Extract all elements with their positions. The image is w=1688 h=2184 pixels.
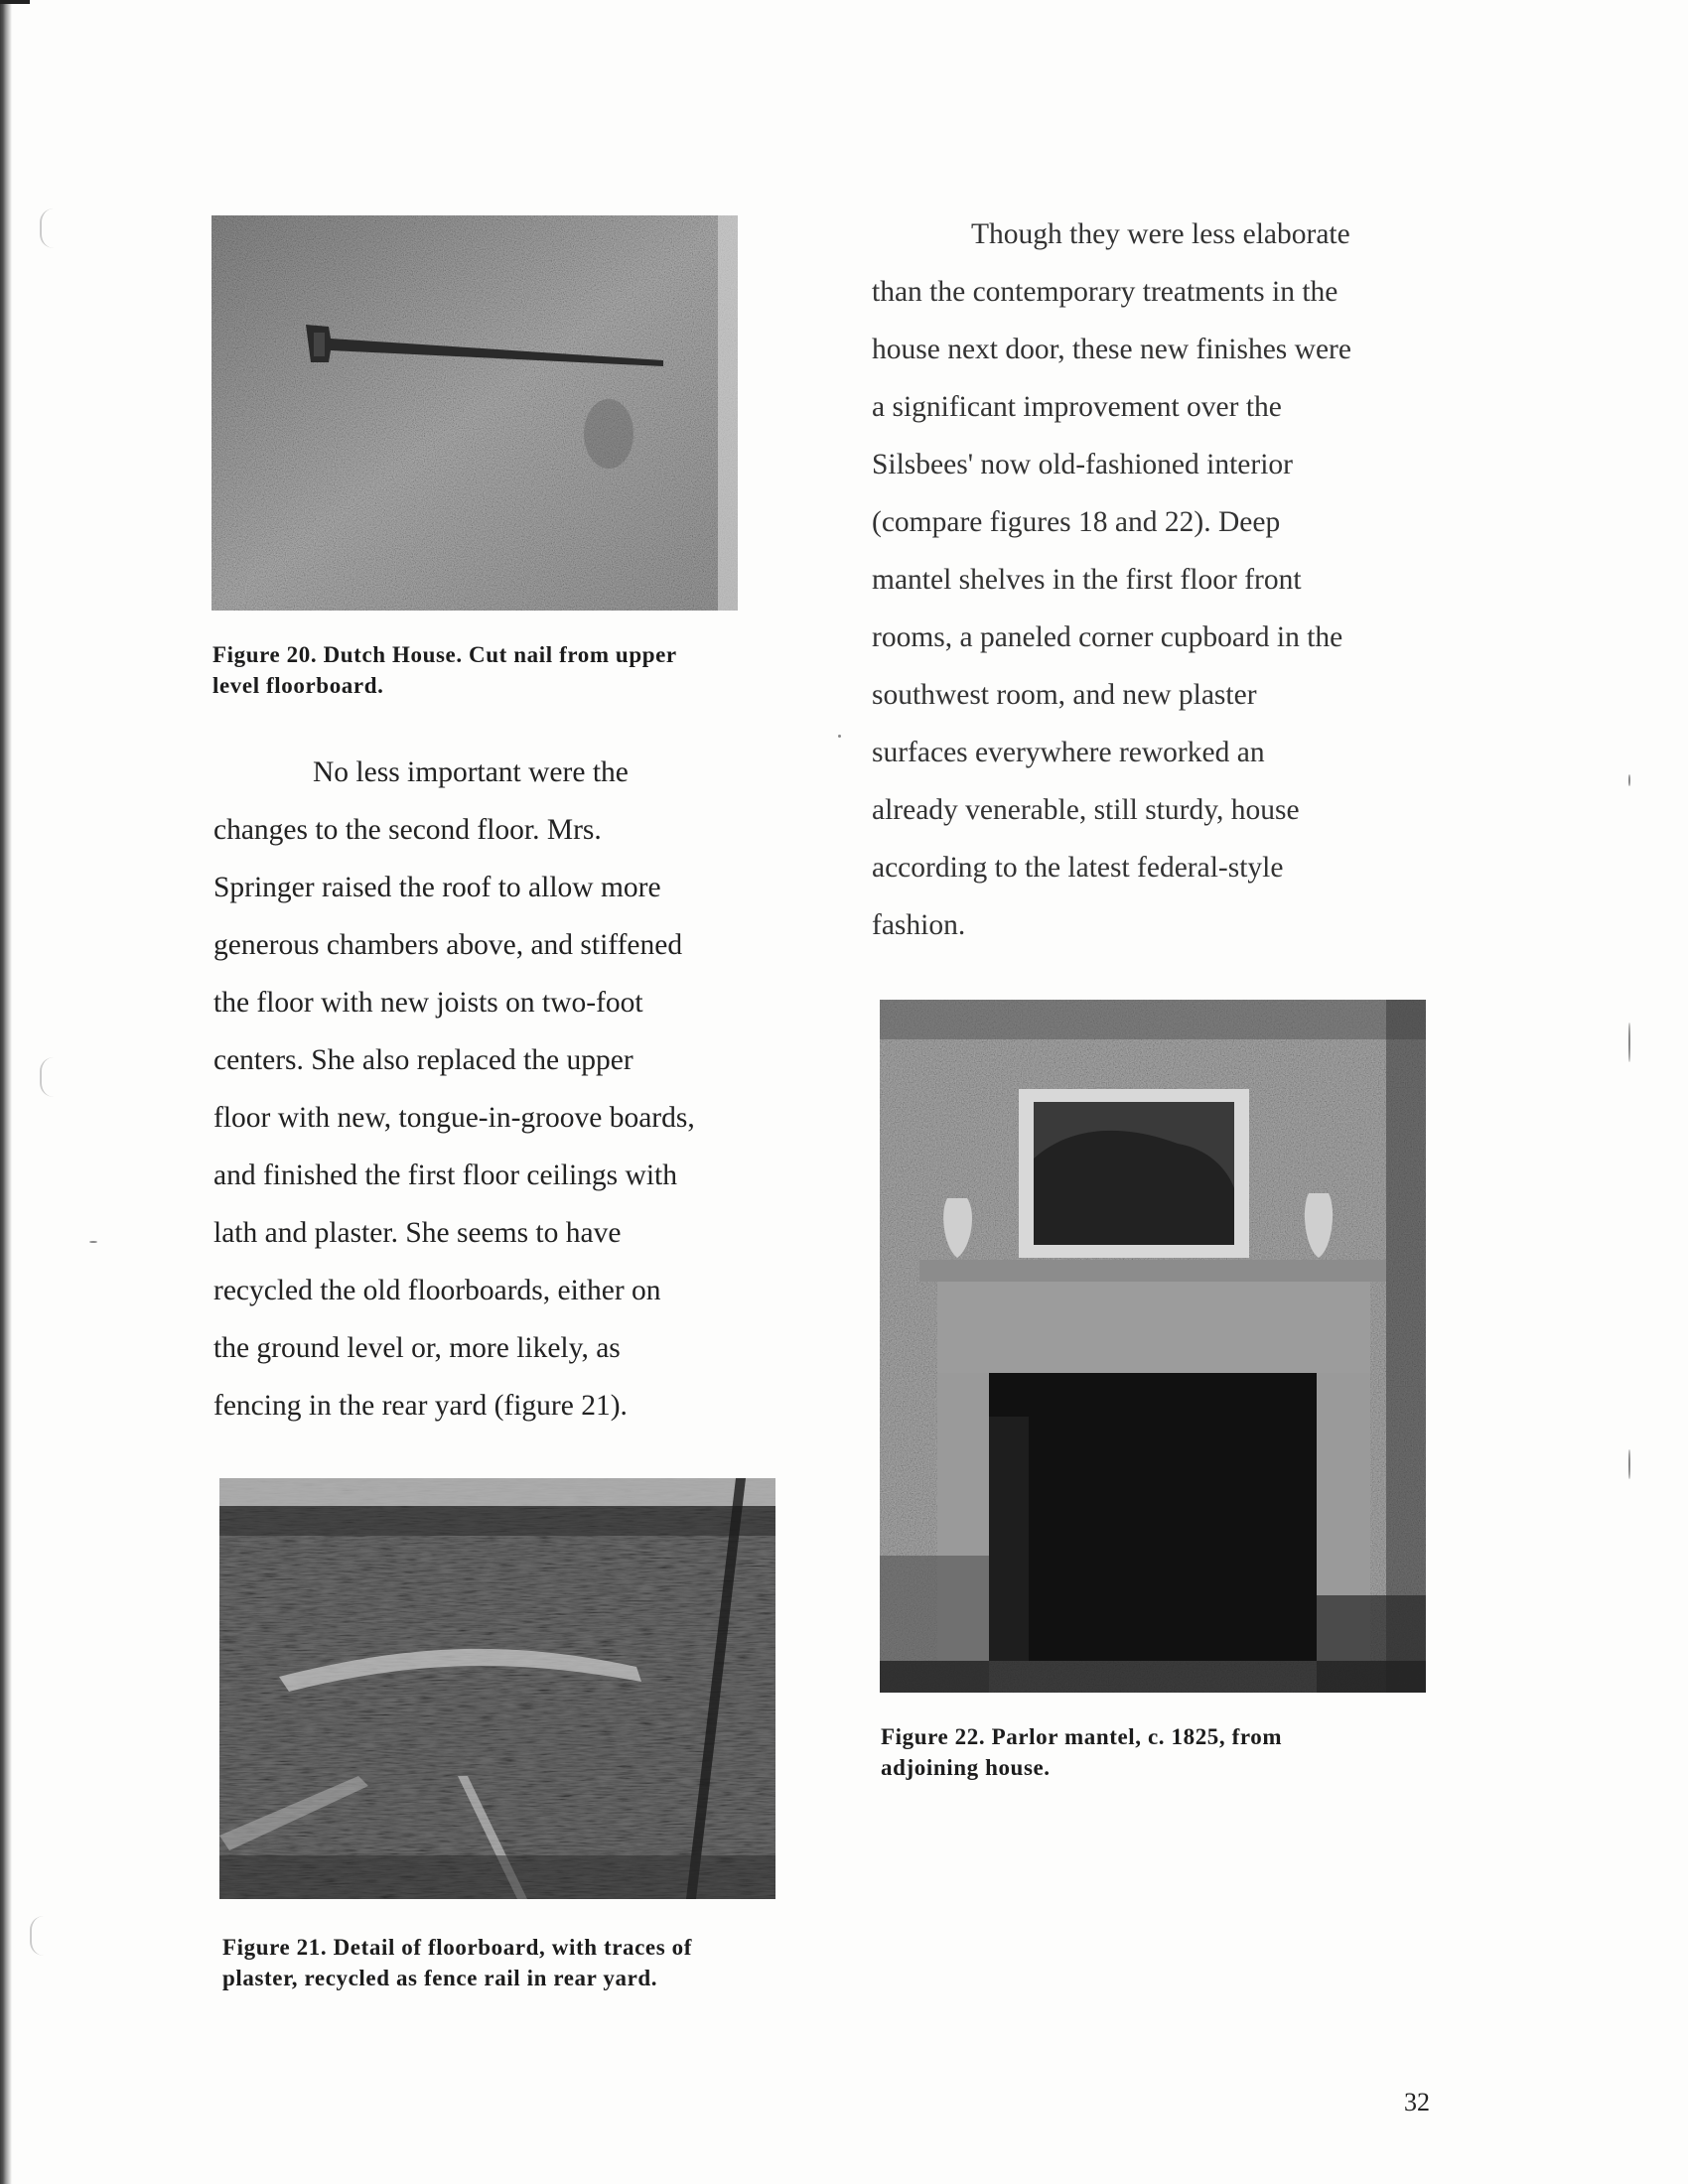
cut-nail-image [211,215,738,611]
figure-20-caption [212,639,677,701]
figure-22-caption-line-2: adjoining house. [881,1755,1051,1780]
left-text-line: the floor with new joists on two-foot [213,987,643,1019]
figure-21-caption-line-1: Figure 21. Detail of floorboard, with traces of [222,1935,692,1960]
floorboard-image [219,1478,775,1899]
scan-speck [1628,1023,1630,1062]
scan-speck [838,735,841,738]
parlor-mantel-image [880,1000,1426,1693]
scan-corner-mark [0,0,30,4]
figure-22-photo [880,1000,1426,1693]
figure-21-photo [219,1478,775,1899]
left-text-line: Springer raised the roof to allow more [213,872,661,903]
left-text-line: floor with new, tongue-in-groove boards, [213,1102,695,1134]
left-text-line: recycled the old floorboards, either on [213,1275,661,1306]
left-column-text [213,744,695,1434]
right-text-line: a significant improvement over the [872,391,1282,423]
figure-20-caption-line-1: Figure 20. Dutch House. Cut nail from upper [212,642,677,667]
left-text-line: fencing in the rear yard (figure 21). [213,1390,628,1422]
right-text-line: house next door, these new finishes were [872,334,1351,365]
left-text-line: and finished the first floor ceilings with [213,1160,677,1191]
figure-21-caption [222,1932,692,1993]
left-text-line: centers. She also replaced the upper [213,1044,633,1076]
scan-speck [1628,1449,1630,1479]
scan-speck [1628,774,1630,786]
right-column-text [872,205,1351,954]
right-text-line: Though they were less elaborate [971,218,1350,250]
firebox [989,1373,1317,1661]
right-text-line: than the contemporary treatments in the [872,276,1338,308]
figure-20-caption-line-2: level floorboard. [212,673,384,698]
right-text-line: according to the latest federal-style [872,852,1284,884]
right-text-line: Silsbees' now old-fashioned interior [872,449,1293,480]
page-number: 32 [1404,2088,1430,2116]
scan-artifact [30,1916,46,1956]
figure-21-caption-line-2: plaster, recycled as fence rail in rear yard. [222,1966,658,1990]
scan-edge-shadow [0,0,12,2184]
left-text-line: lath and plaster. She seems to have [213,1217,622,1249]
right-text-line: rooms, a paneled corner cupboard in the [872,621,1343,653]
left-text-line: changes to the second floor. Mrs. [213,814,602,846]
figure-20-photo [211,215,738,611]
right-text-line: surfaces everywhere reworked an [872,737,1265,768]
left-text-line: No less important were the [313,756,629,788]
scan-artifact [40,208,56,248]
left-text-line: the ground level or, more likely, as [213,1332,621,1364]
right-text-line: already venerable, still sturdy, house [872,794,1300,826]
figure-22-caption [881,1721,1282,1783]
right-text-line: southwest room, and new plaster [872,679,1257,711]
scan-speck [89,1241,97,1243]
mantel-shelf [919,1260,1386,1282]
scan-artifact [40,1057,56,1097]
figure-22-caption-line-1: Figure 22. Parlor mantel, c. 1825, from [881,1724,1283,1749]
left-text-line: generous chambers above, and stiffened [213,929,683,961]
right-text-line: mantel shelves in the first floor front [872,564,1302,596]
right-text-line: fashion. [872,909,966,941]
right-text-line: (compare figures 18 and 22). Deep [872,506,1281,538]
